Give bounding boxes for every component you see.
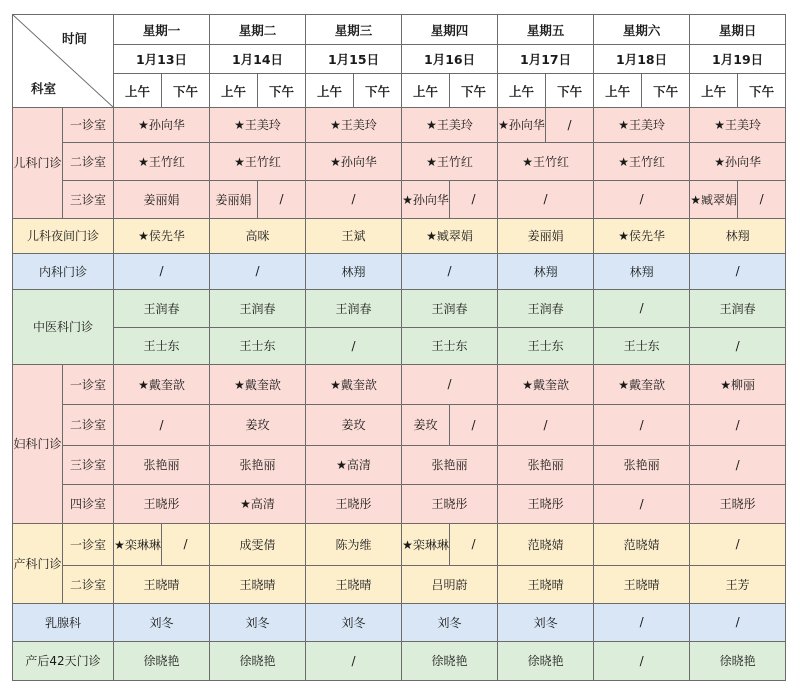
doctor-cell: ★王竹红 xyxy=(498,142,594,180)
doctor-cell: / xyxy=(114,404,210,445)
doctor-cell: ★王竹红 xyxy=(594,142,690,180)
schedule-row xyxy=(13,327,786,364)
schedule-table xyxy=(12,14,786,681)
period-am-header: 上午 xyxy=(306,74,354,108)
schedule-row xyxy=(13,445,786,484)
doctor-cell: ★侯先华 xyxy=(594,218,690,253)
doctor-cell: ★柳丽 xyxy=(690,364,786,404)
doctor-cell-pm: / xyxy=(450,404,498,445)
doctor-cell: ★王竹红 xyxy=(210,142,306,180)
doctor-cell: 王晓晴 xyxy=(498,565,594,603)
doctor-cell: 成雯倩 xyxy=(210,523,306,565)
doctor-cell: 王士东 xyxy=(594,327,690,364)
department-label: 产后42天门诊 xyxy=(13,641,114,680)
doctor-cell: / xyxy=(498,180,594,218)
doctor-cell: / xyxy=(594,404,690,445)
doctor-cell: ★侯先华 xyxy=(114,218,210,253)
schedule-row xyxy=(13,142,786,180)
doctor-cell: 王斌 xyxy=(306,218,402,253)
period-am-header: 上午 xyxy=(690,74,738,108)
doctor-cell-pm: / xyxy=(258,180,306,218)
doctor-cell: / xyxy=(690,253,786,289)
doctor-cell: 陈为维 xyxy=(306,523,402,565)
doctor-cell: / xyxy=(306,641,402,680)
schedule-row xyxy=(13,289,786,327)
doctor-cell: ★戴奎歆 xyxy=(210,364,306,404)
doctor-cell: ★戴奎歆 xyxy=(498,364,594,404)
doctor-cell: ★孙向华 xyxy=(114,108,210,143)
day-date-sat: 1月18日 xyxy=(594,45,690,74)
department-label: 内科门诊 xyxy=(13,253,114,289)
day-date-wed: 1月15日 xyxy=(306,45,402,74)
doctor-cell: ★臧翠娟 xyxy=(402,218,498,253)
department-label: 妇科门诊 xyxy=(13,364,63,523)
doctor-cell: 林翔 xyxy=(306,253,402,289)
doctor-cell: 徐晓艳 xyxy=(498,641,594,680)
department-label: 儿科夜间门诊 xyxy=(13,218,114,253)
doctor-cell-pm: / xyxy=(546,108,594,143)
department-label: 中医科门诊 xyxy=(13,289,114,364)
doctor-cell: ★戴奎歆 xyxy=(306,364,402,404)
doctor-cell: 刘冬 xyxy=(498,603,594,641)
doctor-cell-am: ★栾琳琳 xyxy=(114,523,162,565)
period-am-header: 上午 xyxy=(114,74,162,108)
doctor-cell: 张艳丽 xyxy=(210,445,306,484)
doctor-cell: / xyxy=(690,404,786,445)
day-date-mon: 1月13日 xyxy=(114,45,210,74)
doctor-cell-pm: / xyxy=(162,523,210,565)
doctor-cell: 王芳 xyxy=(690,565,786,603)
room-label: 四诊室 xyxy=(63,484,114,523)
doctor-cell: 徐晓艳 xyxy=(210,641,306,680)
doctor-cell: 刘冬 xyxy=(114,603,210,641)
schedule-row xyxy=(13,641,786,680)
doctor-cell: 王润春 xyxy=(690,289,786,327)
doctor-cell: / xyxy=(594,180,690,218)
period-am-header: 上午 xyxy=(498,74,546,108)
day-date-fri: 1月17日 xyxy=(498,45,594,74)
doctor-cell-am: ★臧翠娟 xyxy=(690,180,738,218)
doctor-cell: 徐晓艳 xyxy=(402,641,498,680)
corner-header xyxy=(13,15,114,108)
period-pm-header: 下午 xyxy=(258,74,306,108)
doctor-cell: / xyxy=(306,327,402,364)
department-label: 产科门诊 xyxy=(13,523,63,603)
day-name-sun: 星期日 xyxy=(690,15,786,45)
doctor-cell: ★王美玲 xyxy=(306,108,402,143)
doctor-cell: ★王竹红 xyxy=(114,142,210,180)
schedule-row xyxy=(13,603,786,641)
schedule-row xyxy=(13,565,786,603)
doctor-cell: 王士东 xyxy=(402,327,498,364)
day-name-fri: 星期五 xyxy=(498,15,594,45)
period-pm-header: 下午 xyxy=(738,74,786,108)
doctor-cell-pm: / xyxy=(738,180,786,218)
period-am-header: 上午 xyxy=(402,74,450,108)
doctor-cell-am: ★孙向华 xyxy=(402,180,450,218)
doctor-cell: 张艳丽 xyxy=(402,445,498,484)
doctor-cell: 徐晓艳 xyxy=(114,641,210,680)
doctor-cell: 王晓彤 xyxy=(306,484,402,523)
doctor-cell: 姜丽娟 xyxy=(498,218,594,253)
schedule-row xyxy=(13,180,786,218)
room-label: 二诊室 xyxy=(63,404,114,445)
doctor-cell: 王士东 xyxy=(498,327,594,364)
schedule-row xyxy=(13,523,786,565)
dept-label: 科室 xyxy=(31,81,57,96)
period-pm-header: 下午 xyxy=(450,74,498,108)
day-date-thu: 1月16日 xyxy=(402,45,498,74)
doctor-cell: 张艳丽 xyxy=(114,445,210,484)
doctor-cell: 刘冬 xyxy=(306,603,402,641)
doctor-cell: / xyxy=(402,364,498,404)
doctor-cell: 张艳丽 xyxy=(594,445,690,484)
doctor-cell: 林翔 xyxy=(498,253,594,289)
doctor-cell: / xyxy=(690,327,786,364)
doctor-cell: / xyxy=(594,289,690,327)
room-label: 一诊室 xyxy=(63,108,114,143)
doctor-cell: / xyxy=(594,641,690,680)
day-date-tue: 1月14日 xyxy=(210,45,306,74)
doctor-cell: 林翔 xyxy=(594,253,690,289)
schedule-row xyxy=(13,484,786,523)
doctor-cell: ★戴奎歆 xyxy=(594,364,690,404)
schedule-row xyxy=(13,404,786,445)
doctor-cell: 王晓彤 xyxy=(402,484,498,523)
doctor-cell: ★王竹红 xyxy=(402,142,498,180)
doctor-cell: 王润春 xyxy=(210,289,306,327)
period-pm-header: 下午 xyxy=(162,74,210,108)
doctor-cell: 王晓彤 xyxy=(498,484,594,523)
doctor-cell: 林翔 xyxy=(690,218,786,253)
doctor-cell: / xyxy=(498,404,594,445)
doctor-cell: ★孙向华 xyxy=(306,142,402,180)
period-am-header: 上午 xyxy=(210,74,258,108)
doctor-cell: / xyxy=(210,253,306,289)
day-name-wed: 星期三 xyxy=(306,15,402,45)
doctor-cell: ★王美玲 xyxy=(210,108,306,143)
doctor-cell: 王晓晴 xyxy=(114,565,210,603)
day-name-thu: 星期四 xyxy=(402,15,498,45)
doctor-cell: / xyxy=(594,603,690,641)
doctor-cell: ★戴奎歆 xyxy=(114,364,210,404)
doctor-cell: 刘冬 xyxy=(210,603,306,641)
day-date-sun: 1月19日 xyxy=(690,45,786,74)
doctor-cell: 王润春 xyxy=(114,289,210,327)
period-am-header: 上午 xyxy=(594,74,642,108)
doctor-cell: / xyxy=(690,523,786,565)
doctor-cell: ★王美玲 xyxy=(594,108,690,143)
doctor-cell: / xyxy=(114,253,210,289)
doctor-cell: 王晓晴 xyxy=(306,565,402,603)
doctor-cell: / xyxy=(690,445,786,484)
time-label: 时间 xyxy=(61,31,87,46)
department-label: 乳腺科 xyxy=(13,603,114,641)
doctor-cell: / xyxy=(402,253,498,289)
doctor-cell: ★王美玲 xyxy=(402,108,498,143)
doctor-cell: / xyxy=(594,484,690,523)
day-name-tue: 星期二 xyxy=(210,15,306,45)
doctor-cell: ★高清 xyxy=(306,445,402,484)
doctor-cell: 徐晓艳 xyxy=(690,641,786,680)
doctor-cell: 王晓晴 xyxy=(210,565,306,603)
schedule-row xyxy=(13,108,786,143)
room-label: 一诊室 xyxy=(63,364,114,404)
room-label: 二诊室 xyxy=(63,565,114,603)
doctor-cell: 张艳丽 xyxy=(498,445,594,484)
room-label: 二诊室 xyxy=(63,142,114,180)
doctor-cell: / xyxy=(690,603,786,641)
period-pm-header: 下午 xyxy=(354,74,402,108)
schedule-row xyxy=(13,218,786,253)
room-label: 一诊室 xyxy=(63,523,114,565)
day-name-mon: 星期一 xyxy=(114,15,210,45)
doctor-cell: 王润春 xyxy=(498,289,594,327)
doctor-cell-pm: / xyxy=(450,523,498,565)
doctor-cell: 王晓晴 xyxy=(594,565,690,603)
day-name-sat: 星期六 xyxy=(594,15,690,45)
doctor-cell: 姜玫 xyxy=(306,404,402,445)
doctor-cell: 刘冬 xyxy=(402,603,498,641)
doctor-cell: 高咪 xyxy=(210,218,306,253)
doctor-cell-am: 姜玫 xyxy=(402,404,450,445)
doctor-cell: ★孙向华 xyxy=(690,142,786,180)
doctor-cell: 姜丽娟 xyxy=(114,180,210,218)
doctor-cell: 王润春 xyxy=(402,289,498,327)
doctor-cell: 姜玫 xyxy=(210,404,306,445)
doctor-cell: 王润春 xyxy=(306,289,402,327)
room-label: 三诊室 xyxy=(63,180,114,218)
doctor-cell: 王晓彤 xyxy=(114,484,210,523)
doctor-cell-am: 姜丽娟 xyxy=(210,180,258,218)
doctor-cell: 范晓婧 xyxy=(594,523,690,565)
schedule-row xyxy=(13,364,786,404)
doctor-cell: 王晓彤 xyxy=(690,484,786,523)
doctor-cell: 王士东 xyxy=(210,327,306,364)
room-label: 三诊室 xyxy=(63,445,114,484)
doctor-cell-pm: / xyxy=(450,180,498,218)
doctor-cell: 王士东 xyxy=(114,327,210,364)
doctor-cell: ★王美玲 xyxy=(690,108,786,143)
doctor-cell: 范晓婧 xyxy=(498,523,594,565)
department-label: 儿科门诊 xyxy=(13,108,63,219)
doctor-cell-am: ★孙向华 xyxy=(498,108,546,143)
period-pm-header: 下午 xyxy=(546,74,594,108)
doctor-cell: / xyxy=(306,180,402,218)
doctor-cell: ★高清 xyxy=(210,484,306,523)
period-pm-header: 下午 xyxy=(642,74,690,108)
doctor-cell: 吕明蔚 xyxy=(402,565,498,603)
doctor-cell-am: ★栾琳琳 xyxy=(402,523,450,565)
schedule-row xyxy=(13,253,786,289)
